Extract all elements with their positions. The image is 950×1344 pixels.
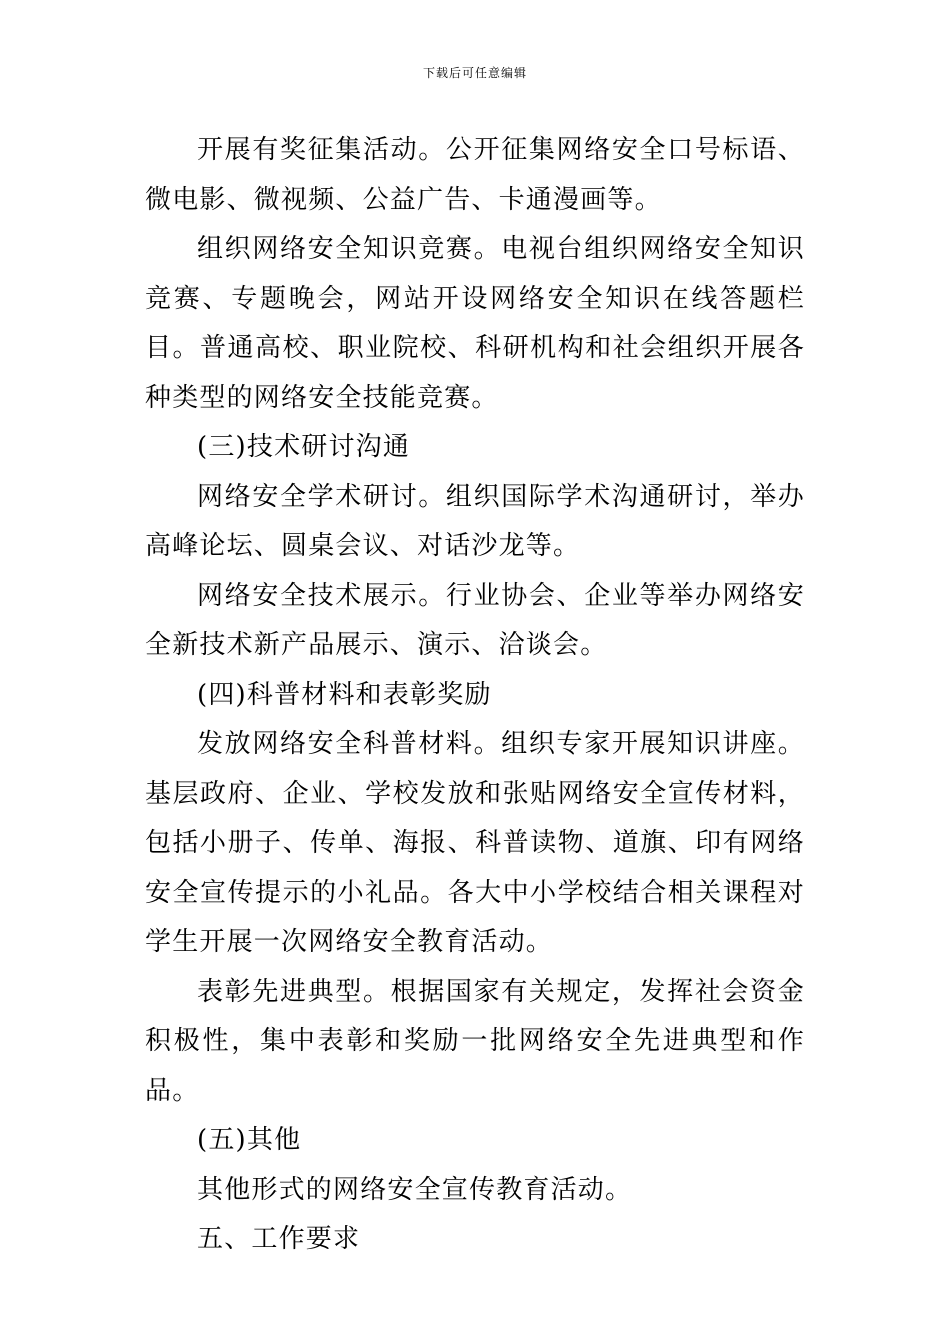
paragraph-other-activities: 其他形式的网络安全宣传教育活动。 <box>197 1174 633 1205</box>
paragraph-academic-seminar: 网络安全学术研讨。组织国际学术沟通研讨，举办高峰论坛、圆桌会议、对话沙龙等。 <box>145 481 805 561</box>
paragraph-science-materials: 发放网络安全科普材料。组织专家开展知识讲座。基层政府、企业、学校发放和张贴网络安全宣传材料，包括小册子、传单、海报、科普读物、道旗、印有网络安全宣传提示的小礼品。各大中小学校结合相关课程对学生开展一次网络安全教育活动。 <box>145 729 805 957</box>
section-heading-work-requirements: 五、工作要求 <box>197 1224 361 1254</box>
paragraph-knowledge-contest: 组织网络安全知识竞赛。电视台组织网络安全知识竞赛、专题晚会，网站开设网络安全知识在线答题栏目。普通高校、职业院校、科研机构和社会组织开展各种类型的网络安全技能竞赛。 <box>145 234 805 413</box>
page-header-note: 下载后可任意编辑 <box>422 66 527 80</box>
paragraph-essay-contest: 开展有奖征集活动。公开征集网络安全口号标语、微电影、微视频、公益广告、卡通漫画等。 <box>145 135 805 215</box>
section-heading-tech-exchange: (三)技术研讨沟通 <box>197 432 411 462</box>
paragraph-commend-models: 表彰先进典型。根据国家有关规定，发挥社会资金积极性，集中表彰和奖励一批网络安全先进典型和作品。 <box>145 976 805 1106</box>
section-heading-other: (五)其他 <box>197 1125 302 1155</box>
paragraph-tech-exhibition: 网络安全技术展示。行业协会、企业等举办网络安全新技术新产品展示、演示、洽谈会。 <box>145 580 805 660</box>
document-body <box>145 126 805 1265</box>
section-heading-materials-awards: (四)科普材料和表彰奖励 <box>197 679 492 710</box>
